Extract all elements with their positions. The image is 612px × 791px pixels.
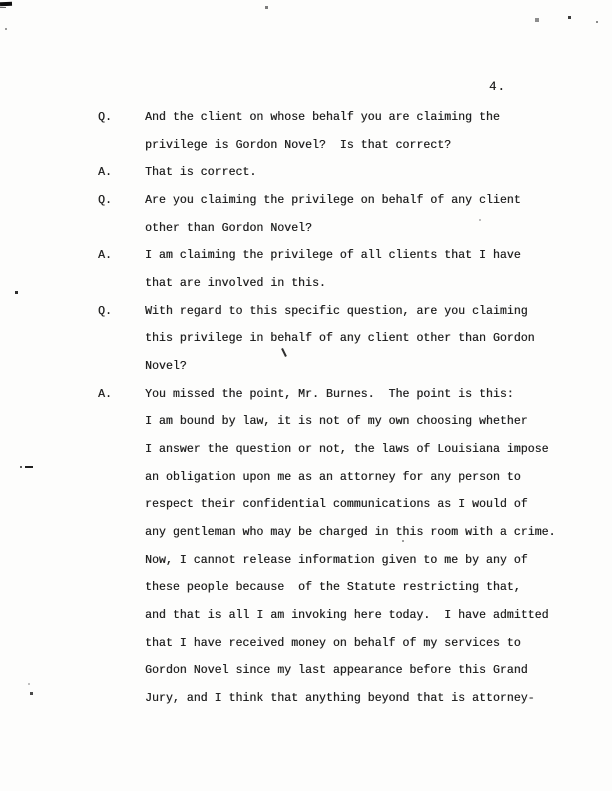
transcript-line: any gentleman who may be charged in this room with a crime. xyxy=(145,526,556,540)
scan-artifact-margin-dash xyxy=(25,466,33,469)
transcript-line: Novel? xyxy=(145,360,187,374)
transcript-line: that I have received money on behalf of my services to xyxy=(145,636,521,650)
speaker-label: A. xyxy=(98,166,112,180)
transcript-line: With regard to this specific question, are you claiming xyxy=(145,304,528,318)
transcript-line: this privilege in behalf of any client other than Gordon xyxy=(145,332,535,346)
transcript-line: Gordon Novel since my last appearance before this Grand xyxy=(145,664,528,678)
qa-lines xyxy=(145,104,565,159)
transcript-line: Now, I cannot release information given to me by any of xyxy=(145,553,528,567)
scan-speck xyxy=(265,6,268,9)
scan-speck xyxy=(5,28,7,30)
qa-block xyxy=(98,159,565,187)
qa-lines xyxy=(145,159,565,187)
scan-speck xyxy=(535,18,539,22)
scan-speck xyxy=(596,21,598,23)
transcript-line: an obligation upon me as an attorney for any person to xyxy=(145,470,521,484)
transcript-body xyxy=(98,104,565,713)
qa-block xyxy=(98,242,565,297)
qa-block xyxy=(98,381,565,713)
qa-lines xyxy=(145,381,565,713)
scan-speck xyxy=(20,466,22,468)
scan-speck xyxy=(479,219,481,221)
scan-speck xyxy=(15,291,18,294)
scan-speck xyxy=(28,683,30,685)
transcript-line: You missed the point, Mr. Burnes. The point is this: xyxy=(145,387,514,401)
speaker-label: Q. xyxy=(98,111,112,124)
qa-lines xyxy=(145,242,565,297)
transcript-line: other than Gordon Novel? xyxy=(145,221,312,235)
transcript-line: And the client on whose behalf you are claiming the xyxy=(145,111,500,124)
transcript-line: I am claiming the privilege of all clients that I have xyxy=(145,249,521,263)
page-number: 4. xyxy=(489,80,507,94)
qa-block xyxy=(98,104,565,159)
transcript-line: and that is all I am invoking here today. I have admitted xyxy=(145,609,549,623)
scan-speck xyxy=(402,540,404,542)
transcript-line: that are involved in this. xyxy=(145,277,326,291)
speaker-label: A. xyxy=(98,249,112,263)
qa-block xyxy=(98,298,565,381)
speaker-label: A. xyxy=(98,387,112,401)
transcript-line: I am bound by law, it is not of my own choosing whether xyxy=(145,415,528,429)
scan-speck xyxy=(30,692,33,695)
scan-artifact-corner-dash xyxy=(0,2,12,6)
transcript-line: respect their confidential communications as I would of xyxy=(145,498,528,512)
transcript-line: privilege is Gordon Novel? Is that correct? xyxy=(145,138,452,152)
transcript-line: Are you claiming the privilege on behalf of any client xyxy=(145,194,521,208)
transcript-line: I answer the question or not, the laws of Louisiana impose xyxy=(145,443,549,457)
speaker-label: Q. xyxy=(98,194,112,208)
transcript-line: these people because of the Statute restricting that, xyxy=(145,581,521,595)
qa-lines xyxy=(145,298,565,381)
scan-artifact-corner-tail xyxy=(0,7,6,8)
scan-speck xyxy=(568,16,571,19)
transcript-line: That is correct. xyxy=(145,166,257,180)
transcript-line: Jury, and I think that anything beyond that is attorney- xyxy=(145,692,535,706)
qa-lines xyxy=(145,187,565,242)
speaker-label: Q. xyxy=(98,304,112,318)
qa-block xyxy=(98,187,565,242)
